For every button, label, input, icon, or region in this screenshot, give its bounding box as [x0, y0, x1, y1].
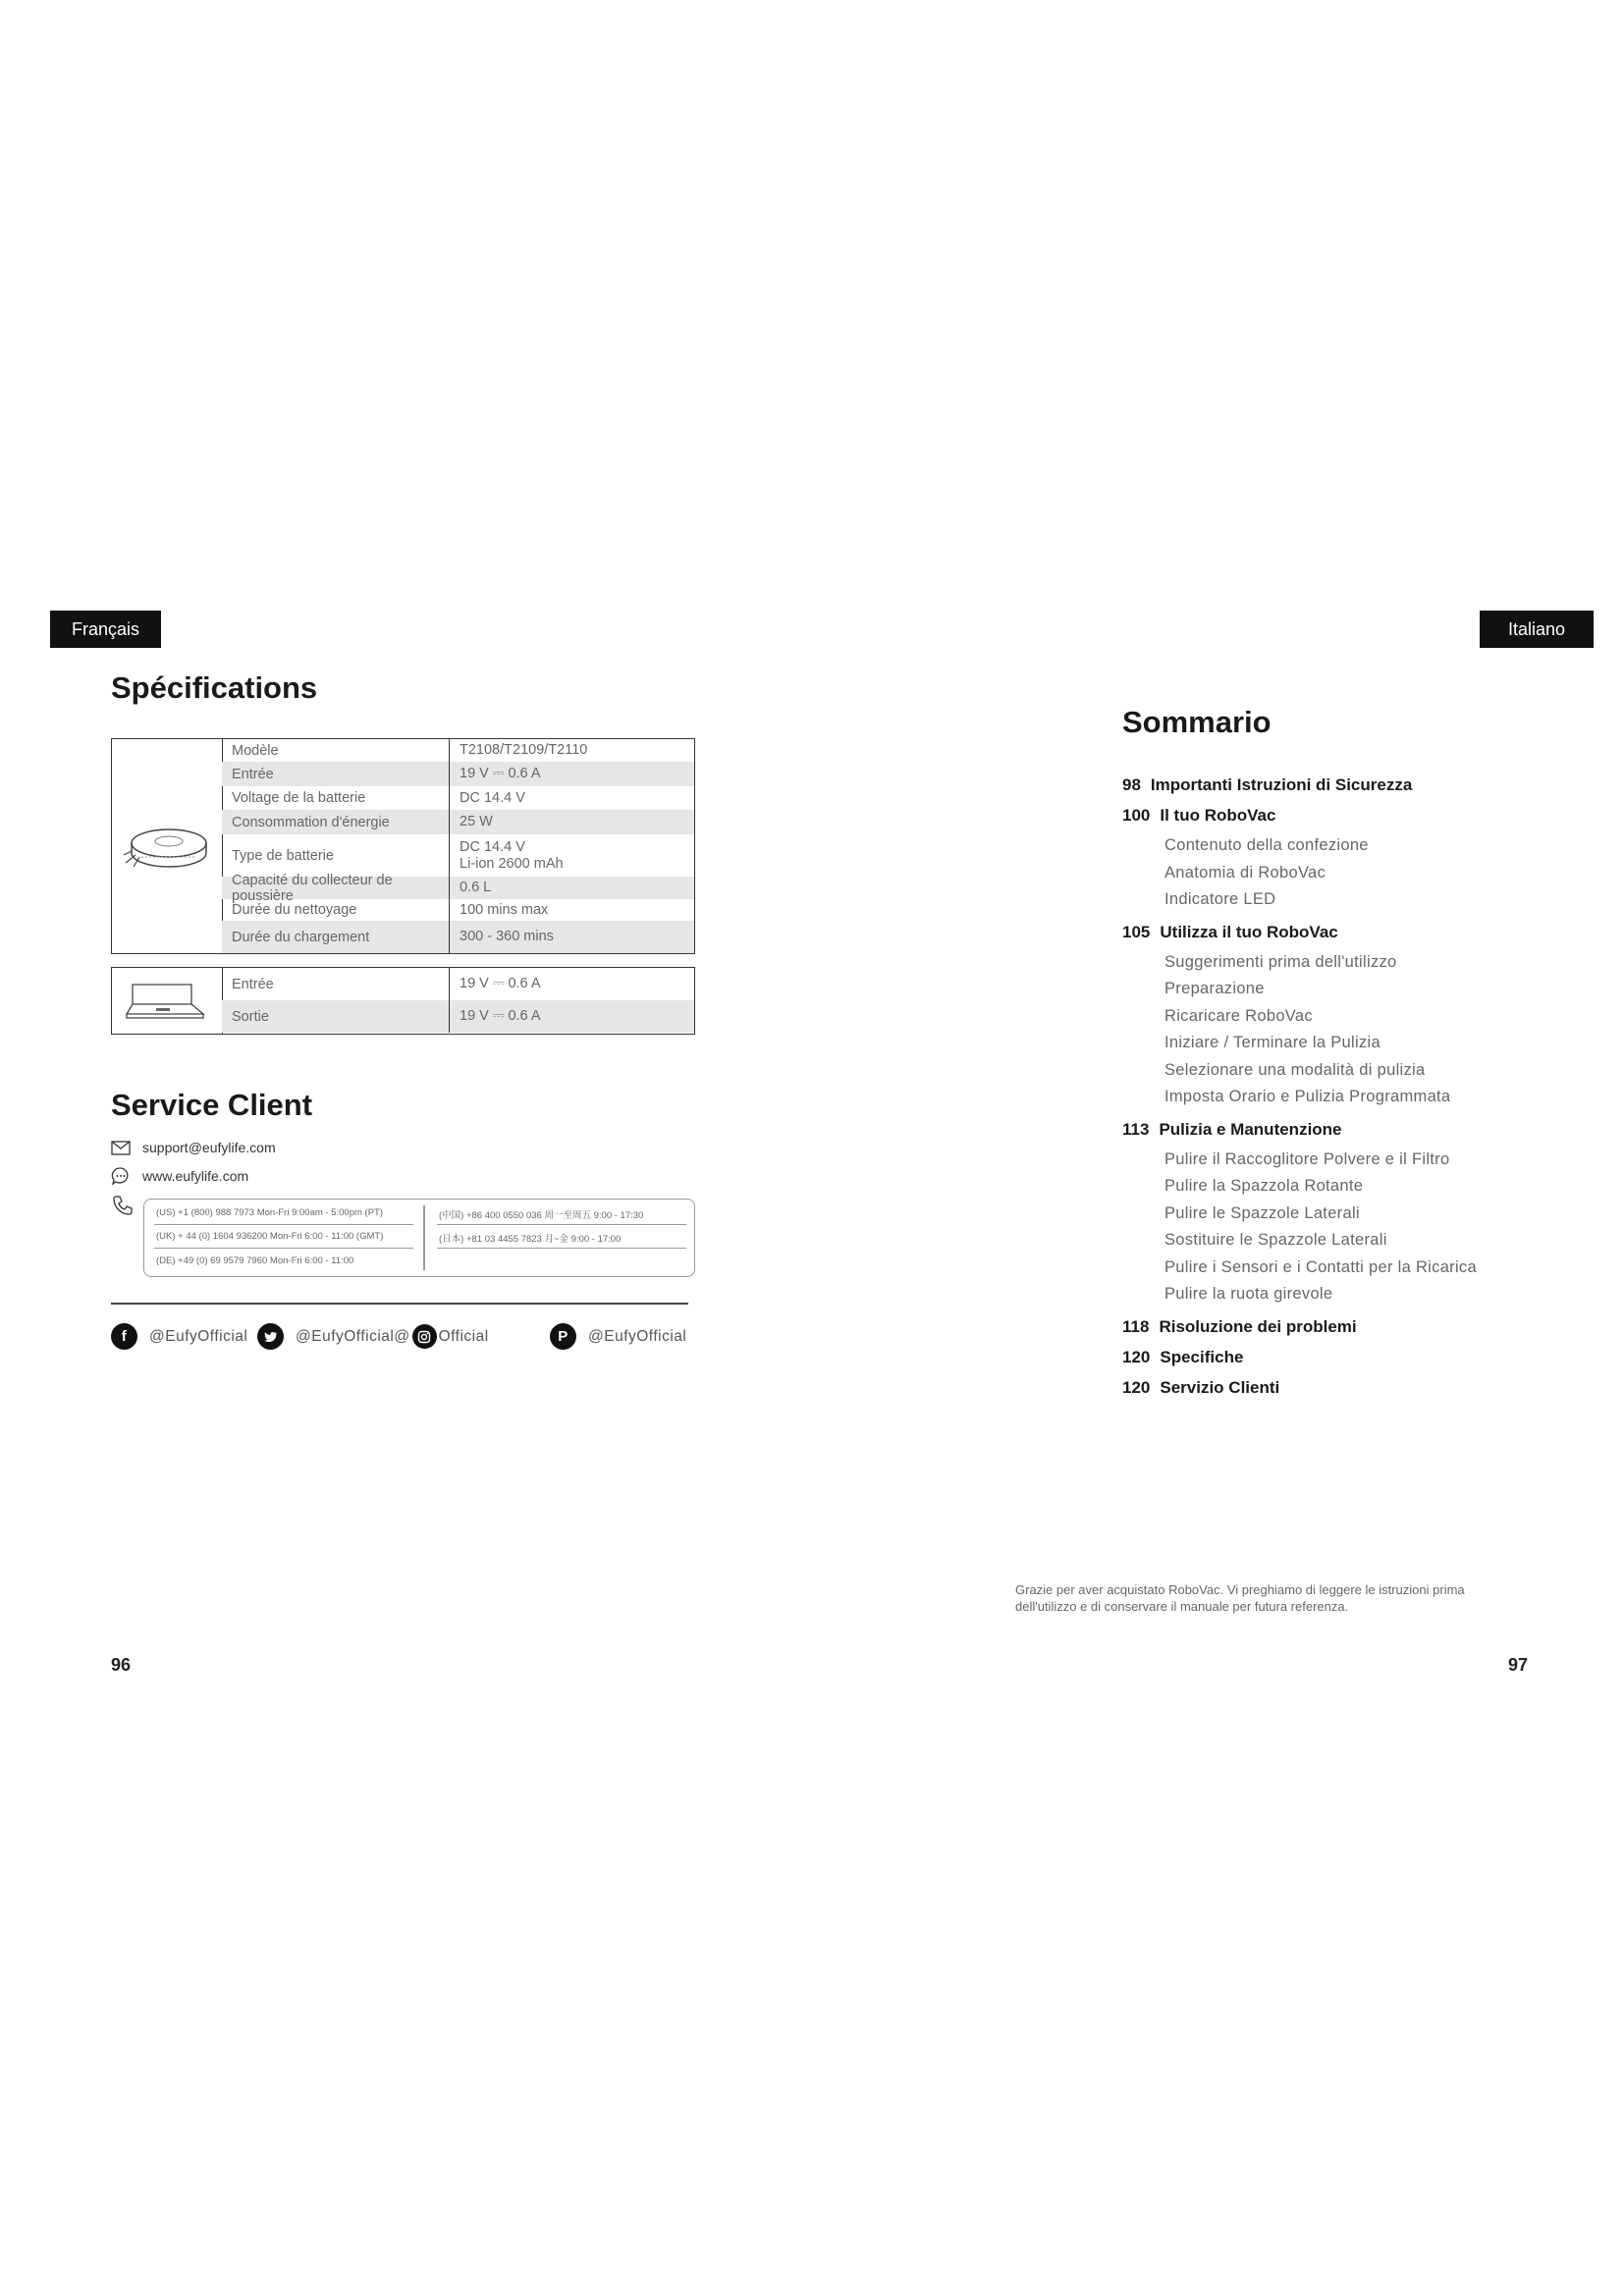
spec-value — [450, 762, 694, 786]
language-tab-francais: Français — [50, 611, 161, 648]
toc-section-title[interactable]: Servizio Clienti — [1160, 1377, 1280, 1397]
phone-cn: (中国) +86 400 0550 036 周一至周五 9:00 - 17:30 — [439, 1210, 644, 1221]
spec-row — [222, 762, 694, 786]
toc-section[interactable] — [1122, 923, 1338, 942]
toc-subsection[interactable]: Pulire le Spazzole Laterali — [1164, 1203, 1360, 1222]
spec-value — [450, 877, 694, 899]
instagram-icon — [412, 1324, 437, 1349]
spec-value-line: 0.6 L — [460, 880, 492, 895]
toc-subsection[interactable]: Anatomia di RoboVac — [1164, 863, 1326, 881]
dock-spec-key: Entrée — [222, 968, 450, 1000]
website-text[interactable]: www.eufylife.com — [142, 1168, 249, 1184]
toc-section[interactable] — [1122, 1120, 1342, 1140]
spec-value-line: T2108/T2109/T2110 — [460, 742, 588, 758]
dock-spec-row — [222, 1000, 694, 1033]
toc-subsection[interactable]: Selezionare una modalità di pulizia — [1164, 1060, 1426, 1079]
spec-key: Durée du nettoyage — [222, 899, 450, 921]
language-tab-italiano: Italiano — [1480, 611, 1594, 648]
toc-section-title[interactable]: Specifiche — [1160, 1347, 1244, 1366]
spec-value — [450, 810, 694, 834]
toc-subsection[interactable]: Pulire i Sensori e i Contatti per la Ricarica — [1164, 1257, 1477, 1276]
spec-row — [222, 739, 694, 762]
spec-key: Entrée — [222, 762, 450, 786]
spec-key: Modèle — [222, 739, 450, 762]
social-facebook[interactable] — [111, 1323, 247, 1350]
toc-subsection[interactable]: Ricaricare RoboVac — [1164, 1006, 1313, 1025]
spec-value-line: 100 mins max — [460, 901, 549, 918]
spec-value — [450, 921, 694, 953]
spec-value — [450, 739, 694, 762]
dock-spec-value-line: 19 V ⎓ 0.6 A — [460, 976, 541, 991]
page-number-right: 97 — [1508, 1655, 1529, 1675]
spec-value-line: 25 W — [460, 814, 493, 829]
toc-subsection[interactable]: Contenuto della confezione — [1164, 836, 1369, 854]
spec-value — [450, 834, 694, 877]
spec-key: Type de batterie — [222, 834, 450, 877]
dock-spec-value-line: 19 V ⎓ 0.6 A — [460, 1008, 541, 1024]
social-divider — [111, 1303, 688, 1305]
toc-section-title[interactable]: Il tuo RoboVac — [1160, 806, 1276, 825]
dock-spec-value — [450, 1000, 694, 1033]
spec-key: Voltage de la batterie — [222, 786, 450, 810]
spec-key: Durée du chargement — [222, 921, 450, 953]
spec-table-robot — [111, 738, 695, 954]
toc-subsection[interactable]: Sostituire le Spazzole Laterali — [1164, 1231, 1387, 1249]
contact-email[interactable] — [111, 1140, 276, 1155]
spec-row — [222, 810, 694, 834]
dock-spec-value — [450, 968, 694, 1000]
dock-spec-key: Sortie — [222, 1000, 450, 1033]
toc-subsection[interactable]: Indicatore LED — [1164, 890, 1276, 908]
toc-section[interactable] — [1122, 1317, 1357, 1337]
spec-row — [222, 786, 694, 810]
toc-subsection[interactable]: Pulire la Spazzola Rotante — [1164, 1177, 1364, 1195]
toc-subsection[interactable]: Pulire il Raccoglitore Polvere e il Filtro — [1164, 1149, 1450, 1168]
spec-value-line: 300 - 360 mins — [460, 929, 554, 944]
toc-section[interactable] — [1122, 775, 1412, 795]
toc-section-page: 120 — [1122, 1347, 1151, 1366]
service-client-title: Service Client — [111, 1088, 313, 1122]
spec-value-line: Li-ion 2600 mAh — [460, 855, 564, 872]
toc-section[interactable] — [1122, 1348, 1243, 1367]
social-pinterest[interactable] — [550, 1323, 686, 1350]
toc-subsection[interactable]: Preparazione — [1164, 980, 1265, 997]
envelope-icon — [111, 1141, 131, 1155]
toc-subsection[interactable]: Pulire la ruota girevole — [1164, 1285, 1333, 1303]
toc-section-page: 113 — [1122, 1119, 1150, 1139]
robot-vacuum-image — [112, 739, 223, 953]
email-text[interactable]: support@eufylife.com — [142, 1140, 276, 1155]
chat-bubble-icon — [111, 1166, 131, 1186]
dock-spec-row — [222, 968, 694, 1000]
spec-value — [450, 899, 694, 921]
pinterest-handle[interactable]: @EufyOfficial — [588, 1327, 687, 1345]
toc-subsection[interactable]: Imposta Orario e Pulizia Programmata — [1164, 1088, 1451, 1105]
spec-row — [222, 872, 694, 904]
contact-website[interactable] — [111, 1166, 248, 1186]
toc-section-page: 98 — [1122, 775, 1141, 794]
phone-de: (DE) +49 (0) 69 9579 7960 Mon-Fri 6:00 - 11:00 — [156, 1255, 354, 1266]
instagram-handle[interactable]: Official — [438, 1327, 489, 1345]
spec-row — [222, 921, 694, 953]
spec-row — [222, 834, 694, 877]
twitter-icon — [257, 1323, 284, 1350]
phone-icon — [112, 1195, 134, 1216]
charging-dock-icon — [123, 977, 211, 1026]
toc-section-page: 120 — [1122, 1377, 1151, 1397]
twitter-handle[interactable]: @EufyOfficial@ — [296, 1327, 410, 1345]
social-twitter-instagram[interactable] — [257, 1323, 489, 1350]
robot-vacuum-icon — [120, 812, 214, 881]
toc-section[interactable] — [1122, 1378, 1279, 1398]
facebook-icon: f — [111, 1323, 137, 1350]
phone-uk: (UK) + 44 (0) 1604 936200 Mon-Fri 6:00 - 11:00 (GMT) — [156, 1231, 384, 1242]
pinterest-icon: P — [550, 1323, 576, 1350]
toc-title: Sommario — [1122, 705, 1272, 739]
spec-row — [222, 899, 694, 921]
phone-us: (US) +1 (800) 988 7973 Mon-Fri 9:00am - 5:00pm (PT) — [156, 1207, 383, 1218]
toc-section-title[interactable]: Utilizza il tuo RoboVac — [1160, 922, 1338, 941]
toc-subsection[interactable]: Suggerimenti prima dell'utilizzo — [1164, 952, 1397, 971]
spec-table-dock — [111, 967, 695, 1035]
spec-value-line: DC 14.4 V — [460, 838, 525, 855]
toc-section-page: 105 — [1122, 922, 1151, 941]
toc-subsection[interactable]: Iniziare / Terminare la Pulizia — [1164, 1034, 1380, 1051]
toc-section-page: 100 — [1122, 806, 1151, 825]
charging-dock-image — [112, 968, 223, 1034]
toc-section-title[interactable]: Pulizia e Manutenzione — [1159, 1119, 1342, 1139]
spec-value-line: DC 14.4 V — [460, 789, 525, 806]
spec-key: Capacité du collecteur de poussière — [222, 877, 450, 899]
page-number-left: 96 — [111, 1655, 132, 1675]
phone-numbers-box — [143, 1199, 695, 1277]
phone-jp: (日本) +81 03 4455 7823 月~金 9:00 - 17:00 — [439, 1234, 622, 1245]
spec-title: Spécifications — [111, 670, 318, 705]
toc-section-title[interactable]: Risoluzione dei problemi — [1159, 1316, 1357, 1336]
facebook-handle[interactable]: @EufyOfficial — [149, 1327, 248, 1345]
toc-section[interactable] — [1122, 806, 1275, 826]
spec-key: Consommation d'énergie — [222, 810, 450, 834]
footer-note: Grazie per aver acquistato RoboVac. Vi preghiamo di leggere le istruzioni prima dell'utilizzo e di conservare il manuale per futura referenza. — [1015, 1582, 1465, 1614]
toc-section-title[interactable]: Importanti Istruzioni di Sicurezza — [1150, 775, 1413, 794]
spec-value-line: 19 V ⎓ 0.6 A — [460, 766, 541, 781]
spec-value — [450, 786, 694, 810]
toc-section-page: 118 — [1122, 1316, 1150, 1336]
